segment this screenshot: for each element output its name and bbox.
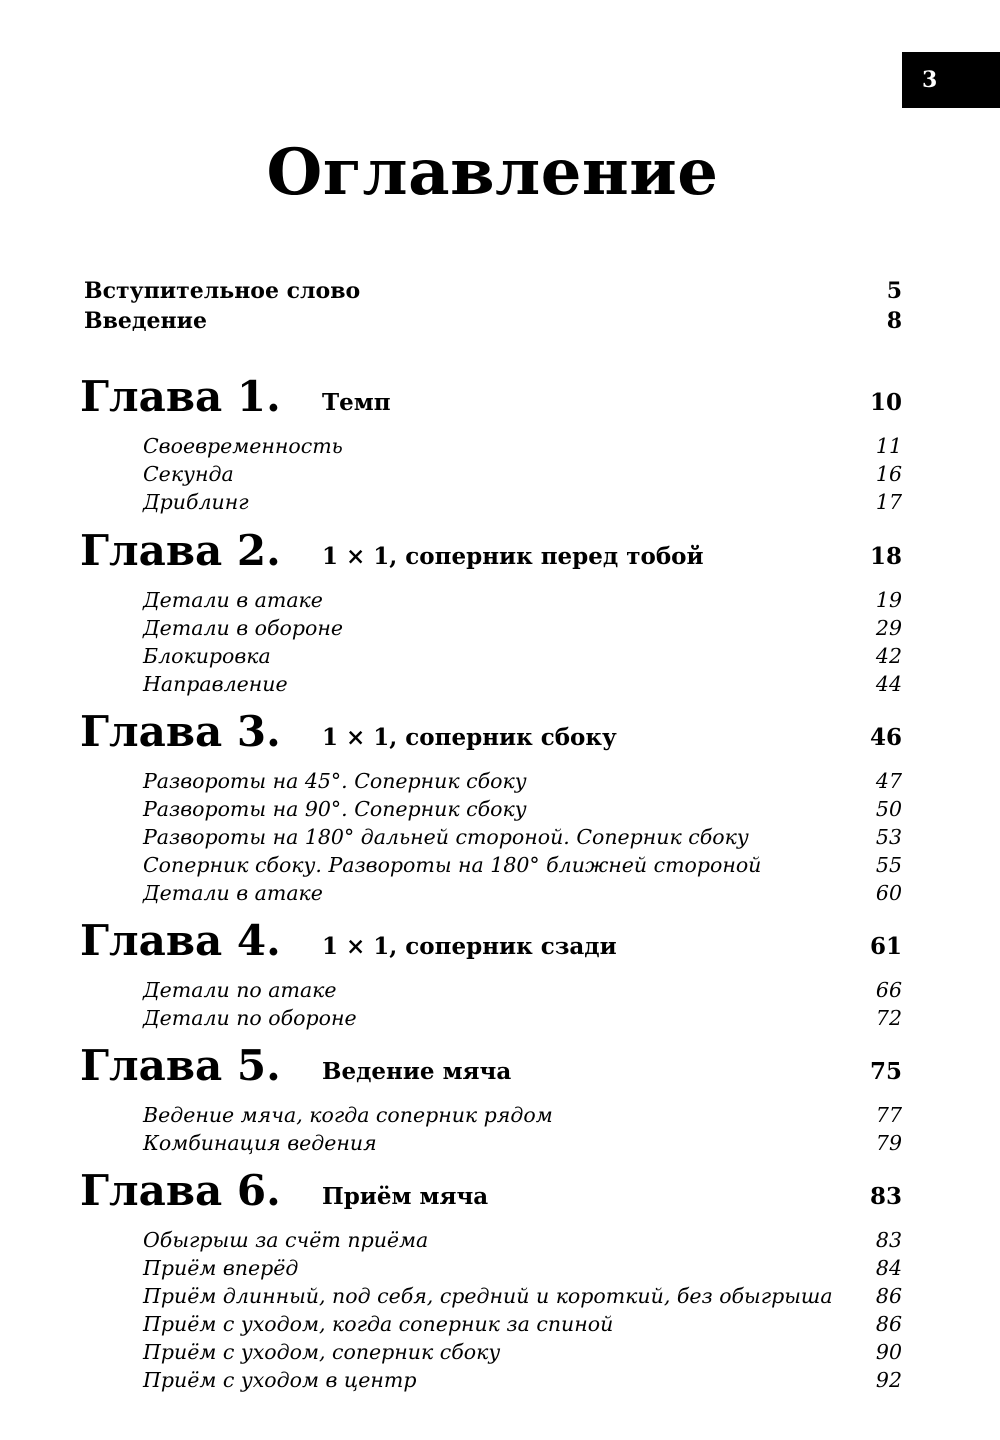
- section-label: Детали по атаке: [143, 978, 337, 1002]
- section-item[interactable]: [80, 460, 902, 488]
- section-label: Комбинация ведения: [143, 1131, 377, 1155]
- chapter-heading[interactable]: [80, 1037, 902, 1095]
- section-label: Приём длинный, под себя, средний и короткий, без обыгрыша: [143, 1284, 833, 1308]
- chapter-number: Глава 6.: [80, 1166, 281, 1215]
- chapter-name: Ведение мяча: [322, 1058, 512, 1085]
- section-list: [80, 586, 902, 698]
- chapter-name: Темп: [322, 389, 391, 416]
- section-page: 79: [875, 1131, 902, 1155]
- section-list: [80, 1101, 902, 1157]
- section-page: 86: [875, 1312, 902, 1336]
- section-item[interactable]: [80, 488, 902, 516]
- front-matter-page: 8: [886, 308, 902, 334]
- front-matter-label: Вступительное слово: [84, 278, 361, 304]
- chapter-heading[interactable]: [80, 1162, 902, 1220]
- section-page: 83: [875, 1228, 902, 1252]
- section-item[interactable]: [80, 670, 902, 698]
- chapter-number: Глава 3.: [80, 707, 281, 756]
- section-item[interactable]: [80, 1338, 902, 1366]
- section-label: Дриблинг: [143, 490, 249, 514]
- section-item[interactable]: [80, 851, 902, 879]
- chapter-name: Приём мяча: [322, 1183, 489, 1210]
- section-item[interactable]: [80, 823, 902, 851]
- front-matter-label: Введение: [84, 308, 207, 334]
- section-item[interactable]: [80, 642, 902, 670]
- chapter-heading[interactable]: [80, 368, 902, 426]
- section-label: Развороты на 45°. Соперник сбоку: [143, 769, 527, 793]
- section-label: Детали в обороне: [143, 616, 343, 640]
- section-item[interactable]: [80, 1226, 902, 1254]
- chapter-page: 10: [869, 389, 902, 416]
- chapter-6: [80, 1162, 902, 1394]
- section-item[interactable]: [80, 767, 902, 795]
- section-page: 17: [875, 490, 902, 514]
- section-page: 53: [875, 825, 902, 849]
- chapter-number: Глава 2.: [80, 526, 281, 575]
- section-page: 16: [875, 462, 902, 486]
- section-item[interactable]: [80, 1310, 902, 1338]
- section-item[interactable]: [80, 1282, 902, 1310]
- section-item[interactable]: [80, 1254, 902, 1282]
- chapter-3: [80, 703, 902, 907]
- front-matter-item[interactable]: [84, 276, 902, 306]
- chapter-4: [80, 912, 902, 1032]
- section-page: 92: [875, 1368, 902, 1392]
- chapter-name: 1 × 1, соперник сбоку: [322, 724, 617, 751]
- section-page: 90: [875, 1340, 902, 1364]
- section-label: Приём с уходом в центр: [143, 1368, 417, 1392]
- section-item[interactable]: [80, 432, 902, 460]
- section-page: 19: [875, 588, 902, 612]
- chapter-page: 83: [869, 1183, 902, 1210]
- section-label: Обыгрыш за счёт приёма: [143, 1228, 429, 1252]
- section-list: [80, 976, 902, 1032]
- section-label: Приём с уходом, соперник сбоку: [143, 1340, 501, 1364]
- section-label: Детали по обороне: [143, 1006, 357, 1030]
- chapter-page: 46: [869, 724, 902, 751]
- section-label: Развороты на 90°. Соперник сбоку: [143, 797, 527, 821]
- section-item[interactable]: [80, 879, 902, 907]
- section-page: 77: [875, 1103, 902, 1127]
- page-number: 3: [922, 67, 938, 93]
- section-label: Соперник сбоку. Развороты на 180° ближней стороной: [143, 853, 762, 877]
- section-page: 66: [875, 978, 902, 1002]
- chapter-page: 75: [869, 1058, 902, 1085]
- section-label: Детали в атаке: [143, 588, 323, 612]
- section-label: Секунда: [143, 462, 234, 486]
- front-matter-page: 5: [886, 278, 902, 304]
- section-list: [80, 767, 902, 907]
- section-page: 50: [875, 797, 902, 821]
- section-label: Направление: [143, 672, 288, 696]
- chapter-5: [80, 1037, 902, 1157]
- section-page: 29: [875, 616, 902, 640]
- section-item[interactable]: [80, 586, 902, 614]
- chapter-page: 18: [869, 543, 902, 570]
- section-page: 84: [875, 1256, 902, 1280]
- chapter-name: 1 × 1, соперник сзади: [322, 933, 617, 960]
- chapter-heading[interactable]: [80, 703, 902, 761]
- chapter-heading[interactable]: [80, 912, 902, 970]
- section-item[interactable]: [80, 795, 902, 823]
- section-item[interactable]: [80, 1101, 902, 1129]
- section-list: [80, 1226, 902, 1394]
- chapter-number: Глава 5.: [80, 1041, 281, 1090]
- section-page: 42: [875, 644, 902, 668]
- chapter-page: 61: [869, 933, 902, 960]
- section-list: [80, 432, 902, 516]
- section-page: 11: [875, 434, 902, 458]
- section-label: Развороты на 180° дальней стороной. Соперник сбоку: [143, 825, 749, 849]
- section-label: Блокировка: [143, 644, 271, 668]
- section-page: 60: [875, 881, 902, 905]
- page-number-tab: [902, 52, 1000, 108]
- section-item[interactable]: [80, 1129, 902, 1157]
- section-page: 44: [875, 672, 902, 696]
- section-item[interactable]: [80, 1004, 902, 1032]
- page-title: Оглавление: [266, 135, 719, 210]
- chapter-heading[interactable]: [80, 522, 902, 580]
- chapter-number: Глава 1.: [80, 372, 281, 421]
- section-label: Приём с уходом, когда соперник за спиной: [143, 1312, 614, 1336]
- section-page: 47: [875, 769, 902, 793]
- section-label: Детали в атаке: [143, 881, 323, 905]
- section-item[interactable]: [80, 614, 902, 642]
- section-page: 55: [875, 853, 902, 877]
- section-label: Своевременность: [143, 434, 343, 458]
- chapter-2: [80, 522, 902, 698]
- section-page: 86: [875, 1284, 902, 1308]
- chapter-name: 1 × 1, соперник перед тобой: [322, 543, 704, 570]
- section-item[interactable]: [80, 1366, 902, 1394]
- section-label: Приём вперёд: [143, 1256, 299, 1280]
- front-matter-item[interactable]: [84, 306, 902, 336]
- section-item[interactable]: [80, 976, 902, 1004]
- chapter-number: Глава 4.: [80, 916, 281, 965]
- section-page: 72: [875, 1006, 902, 1030]
- section-label: Ведение мяча, когда соперник рядом: [143, 1103, 553, 1127]
- chapter-1: [80, 368, 902, 516]
